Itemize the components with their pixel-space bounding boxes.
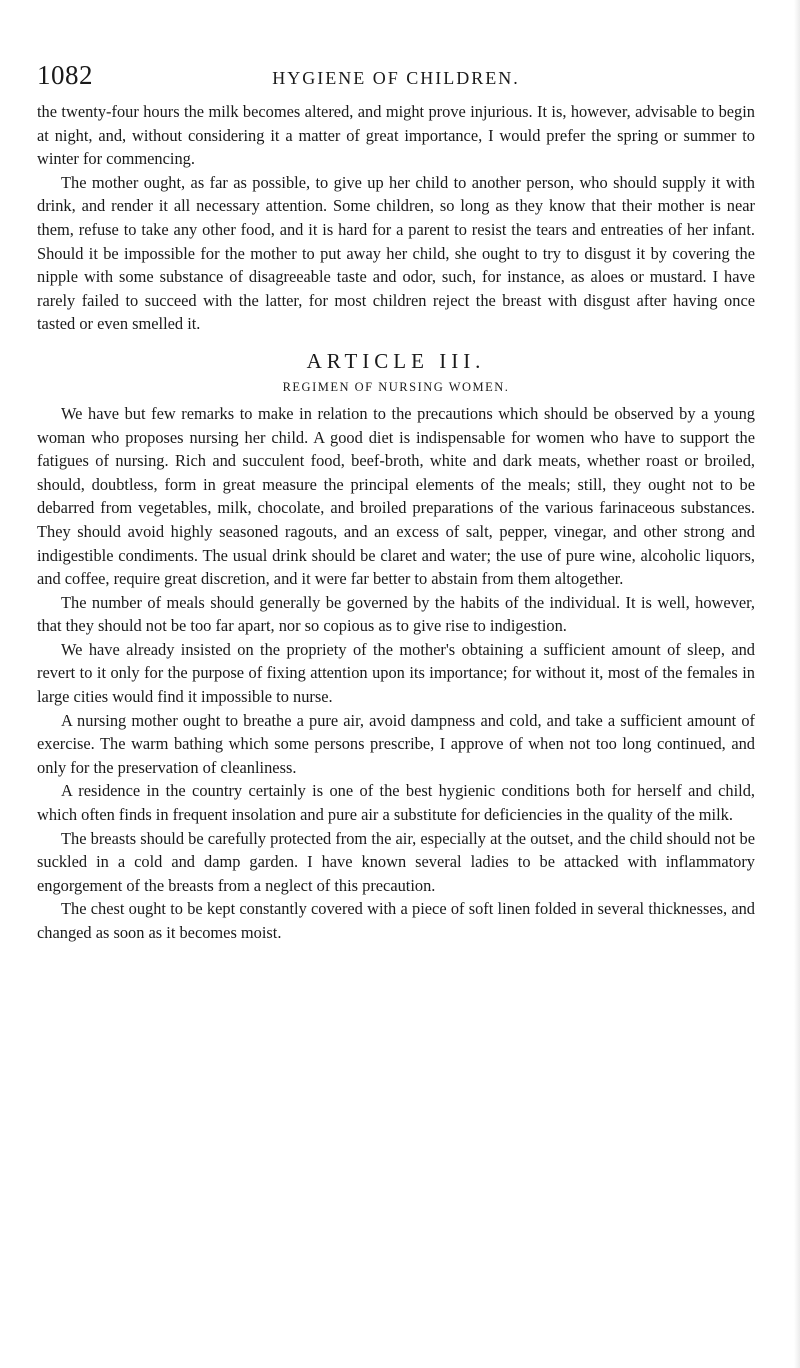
article-subtitle: REGIMEN OF NURSING WOMEN.: [282, 379, 510, 394]
paragraph: the twenty-four hours the milk becomes altered, and might prove injurious. It is, however, advisable to begin at night, and, without considering it a matter of great importance, I would prefer the spring or summer to winter for commencing.: [37, 102, 755, 169]
paragraph: The mother ought, as far as possible, to give up her child to another person, who should supply it with drink, and render it all necessary attention. Some children, so long as they know that their mother is near them, refuse to take any other food, and it is hard for a parent to resist the tears and entreaties of her infant. Should it be impossible for the mother to put away her child, she ought to try to disgust it by covering the nipple with some substance of disagreeable taste and odor, such, for instance, as aloes or mustard. I have rarely failed to succeed with the latter, for most children reject the breast with disgust after having once tasted or even smelled it.: [37, 172, 755, 334]
running-head: HYGIENE OF CHILDREN.: [272, 68, 520, 88]
book-page: [37, 60, 755, 945]
paragraph: We have but few remarks to make in relation to the precautions which should be observed by a young woman who proposes nursing her child. A good diet is indispensable for women who have to support the fatigues of nursing. Rich and succulent food, beef-broth, white and dark meats, whether roast or broiled, should, doubtless, form in great measure the principal elements of the meals; still, they ought not to be debarred from vegetables, milk, chocolate, and broiled preparations of the various farinaceous substances. They should avoid highly seasoned ragouts, and an excess of salt, pepper, vinegar, and other strong and indigestible condiments. The usual drink should be claret and water; the use of pure wine, alcoholic liquors, and coffee, require great discretion, and it were far better to abstain from them altogether.: [37, 403, 755, 589]
body-text: [37, 100, 755, 945]
article-title: ARTICLE III.: [306, 348, 486, 373]
paragraph: The breasts should be carefully protected from the air, especially at the outset, and the child should not be suckled in a cold and damp garden. I have known several ladies to be attacked with inflammatory engorgement of the breasts from a neglect of this precaution.: [37, 828, 755, 895]
page-number: 1082: [37, 60, 93, 90]
paragraph: The number of meals should generally be governed by the habits of the individual. It is well, however, that they should not be too far apart, nor so copious as to give rise to indigestion.: [37, 592, 755, 636]
page-edge-shadow: [794, 0, 800, 1368]
paragraph: The chest ought to be kept constantly covered with a piece of soft linen folded in several thicknesses, and changed as soon as it becomes moist.: [37, 899, 755, 942]
paragraph: A residence in the country certainly is one of the best hygienic conditions both for herself and child, which often finds in frequent insolation and pure air a substitute for deficiencies in the quality of the milk.: [37, 781, 755, 825]
page-header: [37, 60, 755, 100]
paragraph: We have already insisted on the propriety of the mother's obtaining a sufficient amount of sleep, and revert to it only for the purpose of fixing attention upon its importance; for without it, most of the females in large cities would find it impossible to nurse.: [37, 639, 755, 707]
paragraph: A nursing mother ought to breathe a pure air, avoid dampness and cold, and take a sufficient amount of exercise. The warm bathing which some persons prescribe, I approve of when not too long continued, and only for the preservation of cleanliness.: [37, 710, 755, 777]
